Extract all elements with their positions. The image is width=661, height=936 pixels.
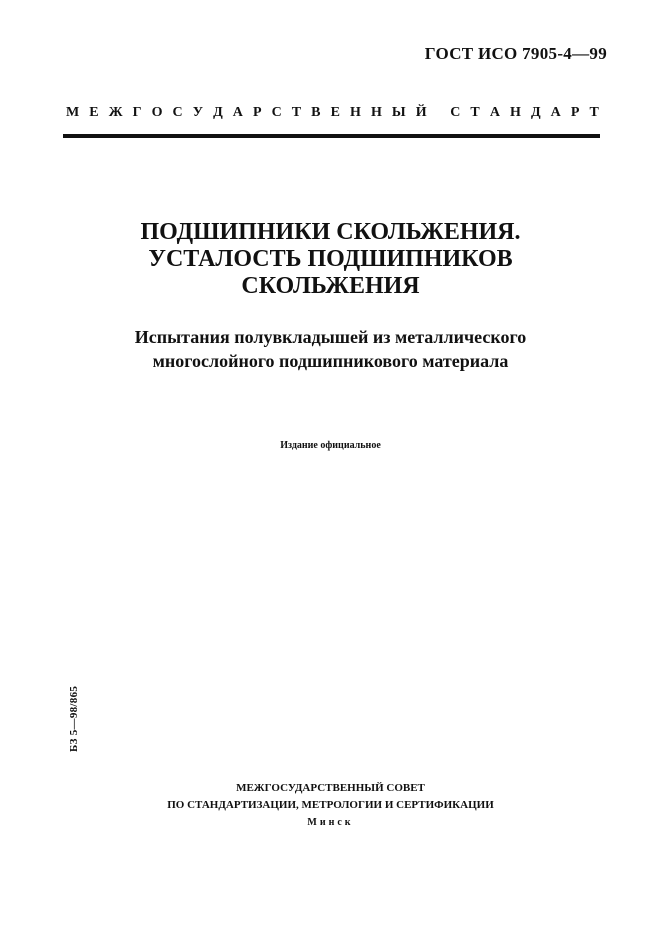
header-letter: У (192, 105, 203, 120)
header-letter: М (66, 105, 80, 120)
header-letter: В (311, 105, 321, 120)
header-letter: Д (530, 105, 541, 120)
header-letter: А (550, 105, 561, 120)
header-letter: Н (370, 105, 382, 120)
header-letter: Р (252, 105, 262, 120)
header-letter: Ы (391, 105, 406, 120)
subtitle-line-2: многослойного подшипникового материала (152, 351, 509, 371)
header-letter: Н (349, 105, 361, 120)
document-code: ГОСТ ИСО 7905-4—99 (424, 44, 607, 63)
header-letter: Т (291, 105, 302, 120)
header-letter: С (172, 105, 183, 120)
publisher-block (60, 780, 601, 831)
publisher-line-1: МЕЖГОСУДАРСТВЕННЫЙ СОВЕТ (236, 782, 425, 794)
subtitle-line-1: Испытания полувкладышей из металлического (134, 327, 527, 347)
title-line-2: УСТАЛОСТЬ ПОДШИПНИКОВ (148, 246, 513, 272)
header-letter: С (271, 105, 282, 120)
header-letter: Й (415, 105, 427, 120)
header-letter: Д (213, 105, 223, 120)
edition-label: Издание официальное (280, 440, 381, 451)
side-registration-code: БЗ 5—98/865 (68, 685, 80, 752)
header-letter: Т (470, 105, 480, 120)
subtitle-block (60, 325, 601, 373)
header-rule (63, 134, 600, 138)
header-letter: О (151, 105, 163, 120)
header-letter: Г (132, 105, 142, 120)
header-letter: Ж (108, 105, 123, 120)
header-letter: Р (570, 105, 580, 120)
title-line-3: СКОЛЬЖЕНИЯ (241, 273, 420, 299)
header-letter: С (450, 105, 461, 120)
publisher-city: Минск (307, 817, 354, 828)
header-letter (437, 105, 441, 121)
header-letter: А (232, 105, 243, 120)
header-letter: Е (89, 105, 99, 120)
header-letter: А (489, 105, 500, 120)
header-letter: Н (510, 105, 521, 120)
publisher-line-2: ПО СТАНДАРТИЗАЦИИ, МЕТРОЛОГИИ И СЕРТИФИКАЦИИ (167, 799, 494, 811)
title-block (60, 219, 601, 300)
header-letter: Т (589, 105, 599, 120)
header-letter: Е (330, 105, 340, 120)
standard-type-header (66, 105, 599, 121)
title-line-1: ПОДШИПНИКИ СКОЛЬЖЕНИЯ. (140, 219, 521, 245)
